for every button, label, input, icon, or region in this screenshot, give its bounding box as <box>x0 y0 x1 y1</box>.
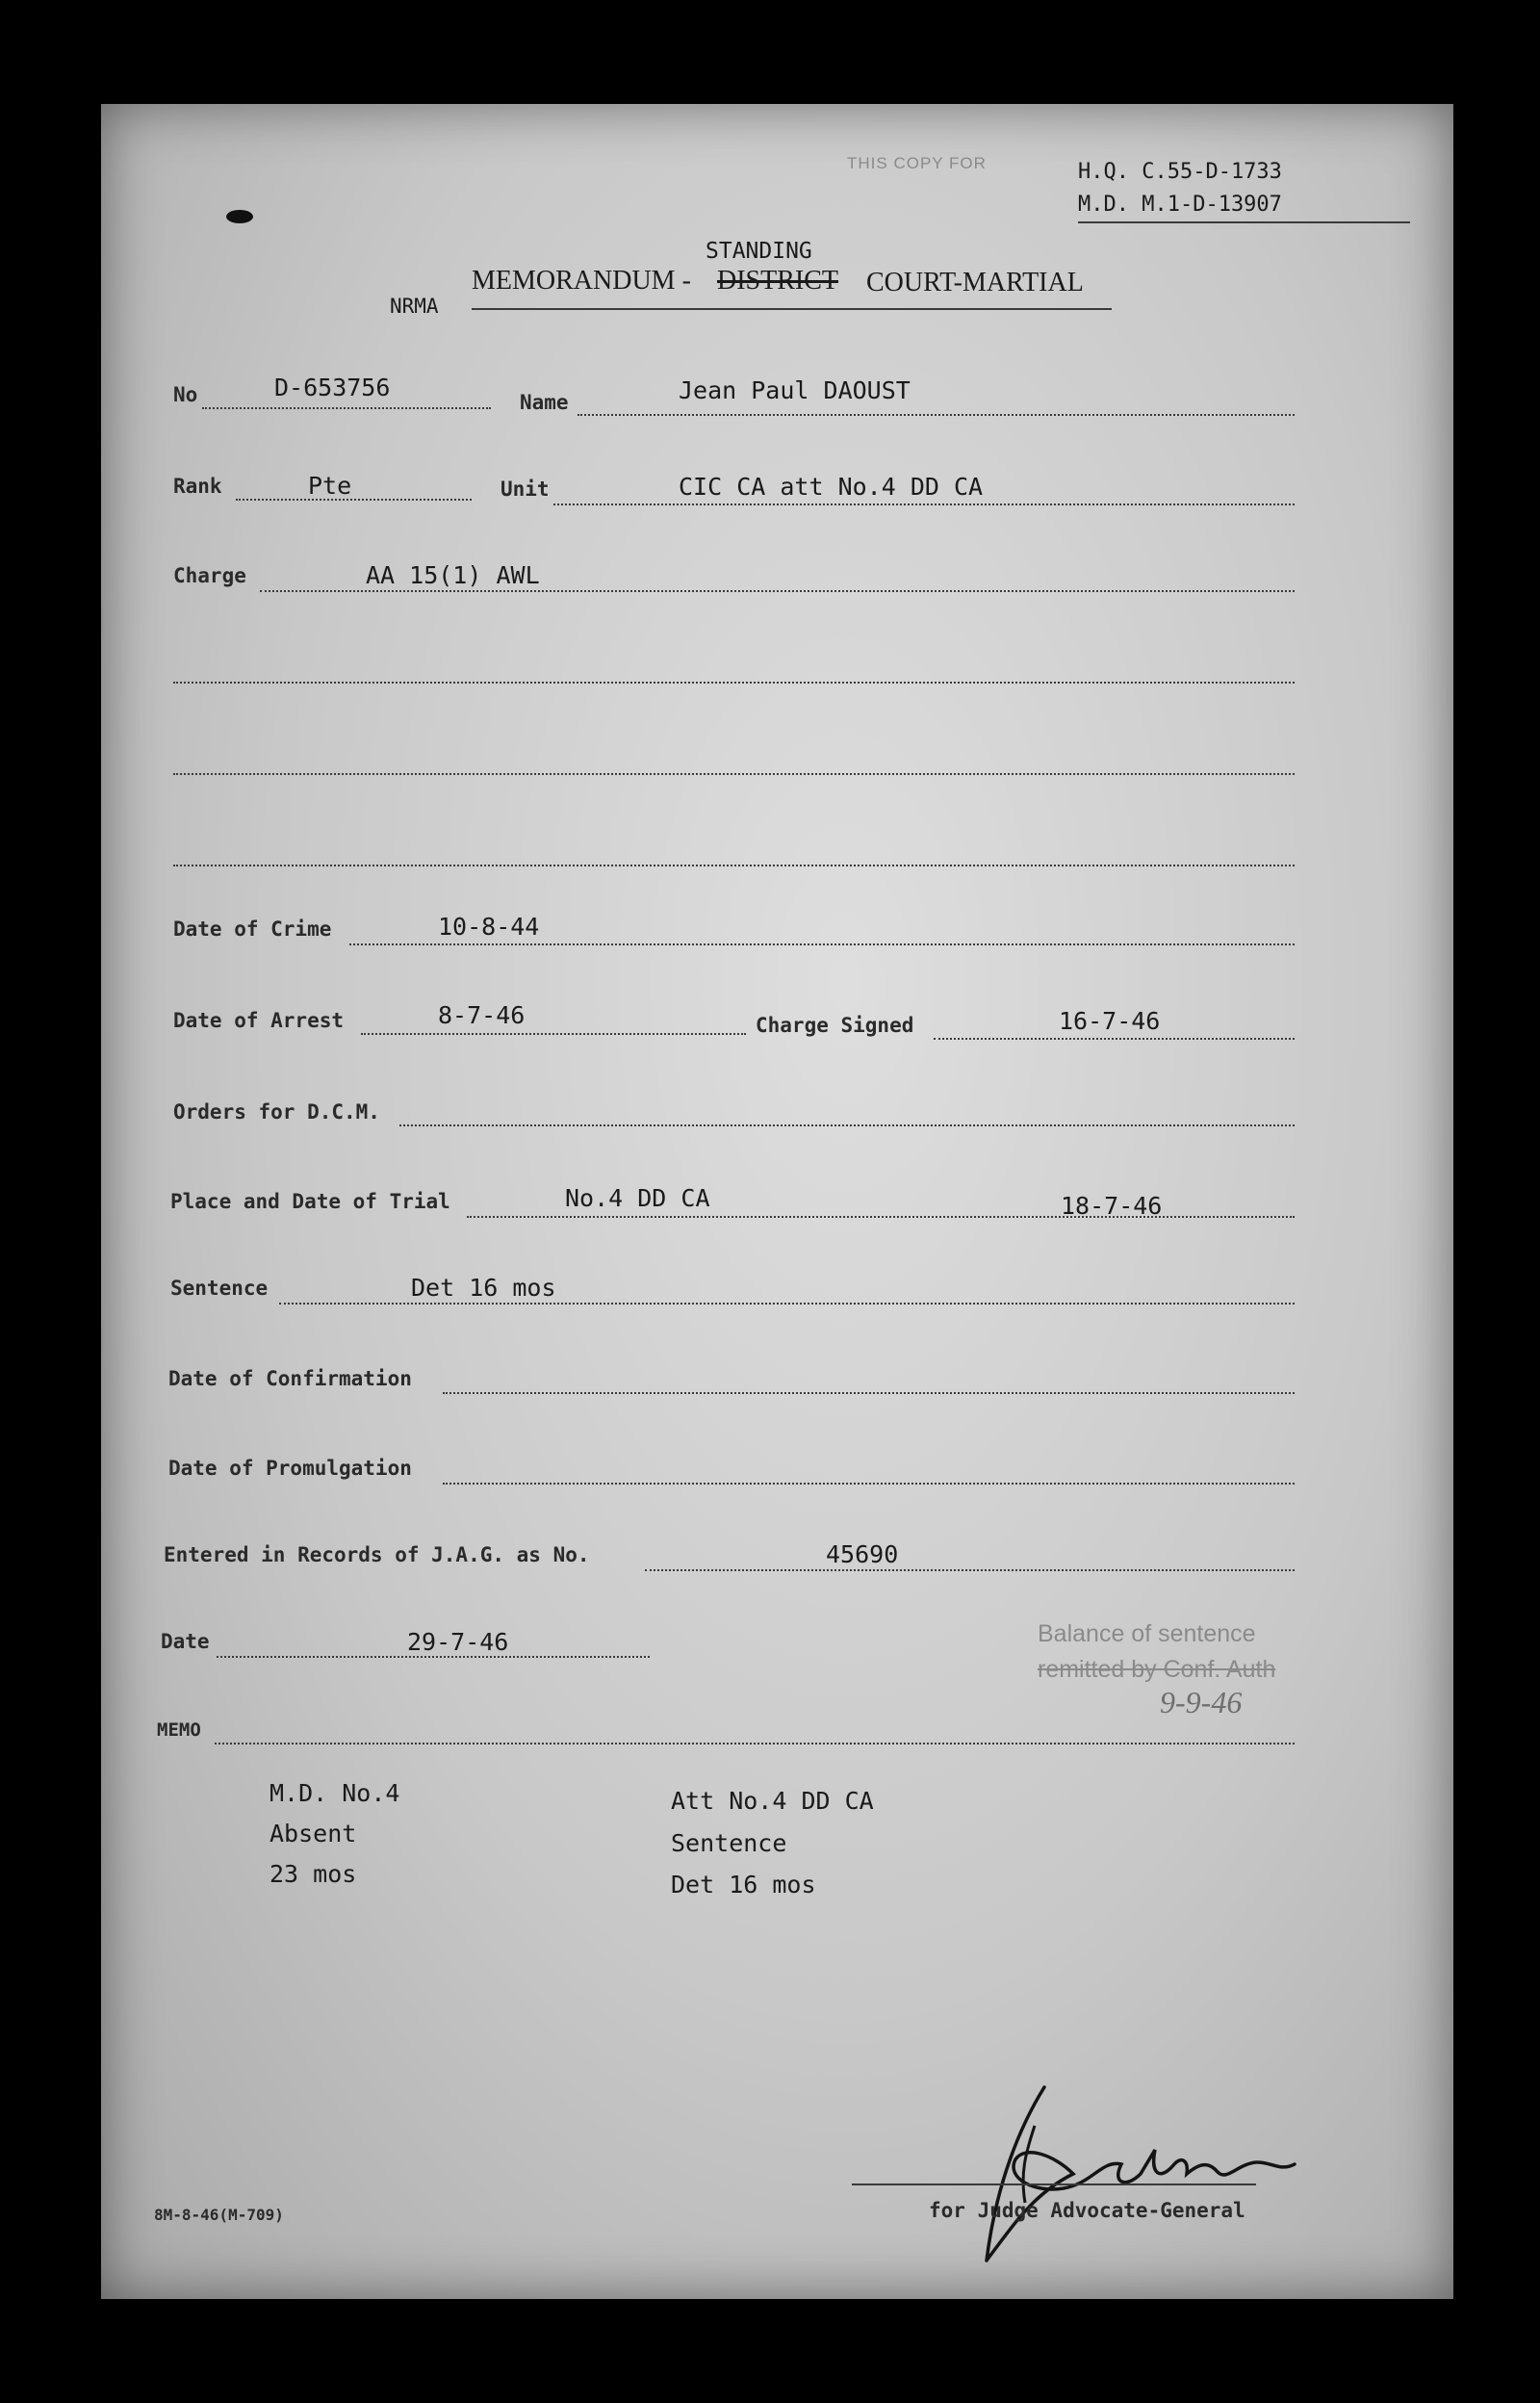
memo-right-line-2: Sentence <box>671 1829 787 1857</box>
nrma-prefix: NRMA <box>390 295 439 318</box>
charge-line-4 <box>173 865 1295 866</box>
sentence-label: Sentence <box>170 1277 269 1300</box>
date-of-arrest-leader <box>361 1033 746 1035</box>
no-value: D-653756 <box>274 374 391 401</box>
entered-records-leader <box>645 1569 1295 1571</box>
charge-line-3 <box>173 773 1295 775</box>
date-of-confirmation-label: Date of Confirmation <box>168 1367 412 1390</box>
charge-label: Charge <box>173 564 246 587</box>
place-date-trial-leader <box>467 1216 1295 1218</box>
title-inserted-word: STANDING <box>706 239 812 264</box>
md-reference: M.D. M.1-D-13907 <box>1078 193 1282 217</box>
form-title-left: MEMORANDUM - <box>472 266 691 296</box>
orders-dcm-leader <box>399 1124 1295 1126</box>
memo-leader <box>215 1743 1295 1744</box>
hq-reference: H.Q. C.55-D-1733 <box>1078 160 1282 184</box>
memo-right-line-1: Att No.4 DD CA <box>671 1787 874 1815</box>
jag-number-value: 45690 <box>826 1540 899 1568</box>
title-struck-word: DISTRICT <box>717 266 838 296</box>
remission-stamp-line-1: Balance of sentence <box>1038 1620 1256 1647</box>
date-leader <box>217 1656 650 1658</box>
memo-left-line-3: 23 mos <box>270 1860 357 1888</box>
memo-left-line-2: Absent <box>270 1820 357 1847</box>
no-leader <box>202 407 491 409</box>
signature-line <box>852 2183 1256 2185</box>
remission-handwritten-date: 9-9-46 <box>1160 1685 1243 1719</box>
memo-right-line-3: Det 16 mos <box>671 1871 816 1899</box>
unit-leader <box>553 504 1295 505</box>
form-title-right: COURT-MARTIAL <box>866 268 1084 297</box>
unit-value: CIC CA att No.4 DD CA <box>679 473 984 501</box>
date-label: Date <box>161 1630 210 1653</box>
name-label: Name <box>520 391 569 414</box>
copy-stamp: THIS COPY FOR <box>847 154 987 172</box>
name-value: Jean Paul DAOUST <box>679 376 911 404</box>
charge-line-2 <box>173 682 1295 684</box>
form-number: 8M-8-46(M-709) <box>154 2206 284 2224</box>
memo-left-line-1: M.D. No.4 <box>270 1779 400 1807</box>
rank-leader <box>236 499 472 501</box>
date-value: 29-7-46 <box>407 1628 509 1656</box>
charge-signed-leader <box>934 1038 1295 1040</box>
date-of-crime-value: 10-8-44 <box>438 913 540 941</box>
no-label: No <box>173 383 198 406</box>
date-of-arrest-value: 8-7-46 <box>438 1001 526 1029</box>
charge-signed-label: Charge Signed <box>756 1014 914 1037</box>
rank-label: Rank <box>173 475 222 498</box>
title-underline <box>472 308 1112 310</box>
charge-value: AA 15(1) AWL <box>366 561 540 589</box>
orders-dcm-label: Orders for D.C.M. <box>173 1100 380 1124</box>
memorandum-page <box>101 104 1453 2299</box>
date-of-arrest-label: Date of Arrest <box>173 1009 345 1032</box>
trial-date-value: 18-7-46 <box>1061 1192 1163 1220</box>
date-of-confirmation-leader <box>443 1392 1295 1394</box>
rank-value: Pte <box>308 472 352 500</box>
ink-blot-mark <box>226 210 253 223</box>
signature-scribble <box>929 2068 1333 2289</box>
date-of-promulgation-label: Date of Promulgation <box>168 1457 412 1480</box>
remission-stamp-line-2: remitted by Conf. Auth <box>1038 1656 1276 1683</box>
trial-place-value: No.4 DD CA <box>565 1184 710 1212</box>
charge-signed-value: 16-7-46 <box>1059 1007 1161 1035</box>
charge-leader <box>260 590 1295 592</box>
date-of-crime-leader <box>349 943 1295 945</box>
date-of-crime-label: Date of Crime <box>173 917 332 941</box>
sentence-value: Det 16 mos <box>411 1274 556 1302</box>
name-leader <box>578 414 1295 416</box>
entered-records-label: Entered in Records of J.A.G. as No. <box>164 1543 590 1566</box>
signature-caption: for Judge Advocate-General <box>929 2199 1245 2222</box>
unit-label: Unit <box>500 478 550 501</box>
sentence-leader <box>279 1303 1295 1305</box>
date-of-promulgation-leader <box>443 1483 1295 1485</box>
place-date-trial-label: Place and Date of Trial <box>170 1190 450 1213</box>
memo-label: MEMO <box>157 1719 201 1741</box>
md-reference-underline <box>1078 221 1410 223</box>
